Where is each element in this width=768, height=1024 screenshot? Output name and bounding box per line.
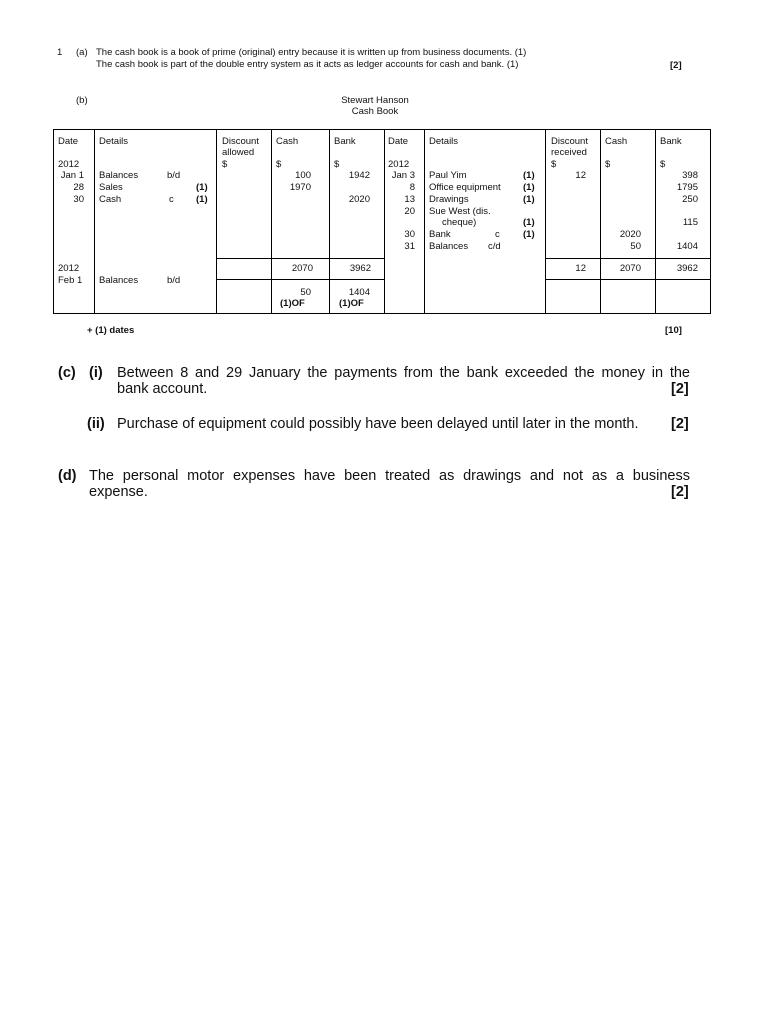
credit-detail: cheque) [442,217,477,228]
part-c-i-label: (i) [89,365,103,381]
debit-detail: Balances [99,170,139,181]
credit-mark: (1) [523,182,535,193]
question-number: 1 [57,47,63,58]
header-bank-credit: Bank [660,136,682,147]
cash-book-title: Cash Book [351,106,399,117]
credit-year: 2012 [388,159,410,170]
credit-folio: c [495,229,500,240]
credit-bank: 115 [682,217,698,228]
header-discount-received-2: received [551,147,587,158]
part-c-ii-text: Purchase of equipment could possibly have been delayed until later in the month. [117,416,639,432]
credit-bank: 1404 [676,241,698,252]
part-a-marks: [2] [670,60,682,71]
debit-folio: b/d [167,170,181,181]
credit-mark: (1) [523,194,535,205]
debit-date: 28 [73,182,84,193]
part-c-ii-label: (ii) [87,416,105,432]
header-discount-allowed-2: allowed [222,147,255,158]
credit-date: 8 [409,182,415,193]
credit-detail: Office equipment [429,182,501,193]
part-d-label: (d) [58,468,77,484]
part-a-line-2: The cash book is part of the double entry system as it acts as ledger accounts for cash and bank. (1) [96,59,519,70]
dates-footnote: + (1) dates [87,325,135,336]
part-d-marks: [2] [671,484,689,500]
credit-detail: Bank [429,229,451,240]
part-b-marks: [10] [665,325,682,336]
debit-cash: 1970 [289,182,311,193]
currency-symbol: $ [334,159,340,170]
part-c-ii-marks: [2] [671,416,689,432]
debit-folio: c [169,194,174,205]
cash-book-owner: Stewart Hanson [341,95,409,106]
credit-total-bank: 3962 [676,263,698,274]
bd-folio: b/d [167,275,181,286]
bd-bank: 1404 [348,287,370,298]
header-date-credit: Date [388,136,409,147]
part-d-line-1: The personal motor expenses have been treated as drawings and not as a business [89,468,690,484]
bd-bank-mark: (1)OF [339,298,364,309]
currency-symbol: $ [605,159,611,170]
credit-date: 20 [404,206,415,217]
credit-folio: c/d [488,241,501,252]
header-discount-received: Discount [551,136,588,147]
credit-cash: 2020 [619,229,641,240]
credit-date: 31 [404,241,415,252]
debit-total-cash: 2070 [291,263,313,274]
credit-total-discount: 12 [575,263,586,274]
credit-total-cash: 2070 [619,263,641,274]
debit-mark: (1) [196,194,208,205]
debit-detail: Cash [99,194,122,205]
debit-bank: 1942 [348,170,370,181]
bd-year: 2012 [58,263,80,274]
part-c-i-line-2: bank account. [117,381,208,397]
credit-detail: Sue West (dis. [429,206,491,217]
bd-cash: 50 [300,287,311,298]
credit-mark: (1) [523,229,535,240]
part-d-line-2: expense. [89,484,148,500]
credit-discount: 12 [575,170,586,181]
credit-cash: 50 [630,241,641,252]
credit-mark: (1) [523,217,535,228]
credit-date: 30 [404,229,415,240]
currency-symbol: $ [276,159,282,170]
debit-detail: Sales [99,182,123,193]
debit-total-bank: 3962 [349,263,371,274]
bd-detail: Balances [99,275,139,286]
header-discount-allowed: Discount [222,136,259,147]
header-details-credit: Details [429,136,459,147]
bd-cash-mark: (1)OF [280,298,305,309]
credit-detail: Drawings [429,194,469,205]
part-a-label: (a) [76,47,88,58]
header-date-debit: Date [58,136,79,147]
part-b-label: (b) [76,95,88,106]
part-c-i-line-1: Between 8 and 29 January the payments from the bank exceeded the money in the [117,365,690,381]
header-bank-debit: Bank [334,136,356,147]
currency-symbol: $ [222,159,228,170]
header-cash-debit: Cash [276,136,299,147]
credit-detail: Paul Yim [429,170,467,181]
part-c-label: (c) [58,365,76,381]
credit-date: Jan 3 [391,170,415,181]
credit-date: 13 [404,194,415,205]
credit-bank: 398 [682,170,698,181]
header-cash-credit: Cash [605,136,628,147]
bd-date: Feb 1 [58,275,83,286]
debit-cash: 100 [295,170,311,181]
debit-year: 2012 [58,159,80,170]
currency-symbol: $ [660,159,666,170]
credit-bank: 250 [682,194,698,205]
credit-detail: Balances [429,241,469,252]
part-a-line-1: The cash book is a book of prime (original) entry because it is written up from business documents. (1) [96,47,527,58]
debit-mark: (1) [196,182,208,193]
debit-bank: 2020 [348,194,370,205]
header-details-debit: Details [99,136,129,147]
debit-date: 30 [73,194,84,205]
currency-symbol: $ [551,159,557,170]
credit-mark: (1) [523,170,535,181]
cash-book-table [53,129,711,314]
credit-bank: 1795 [676,182,698,193]
debit-date: Jan 1 [60,170,84,181]
part-c-i-marks: [2] [671,381,689,397]
